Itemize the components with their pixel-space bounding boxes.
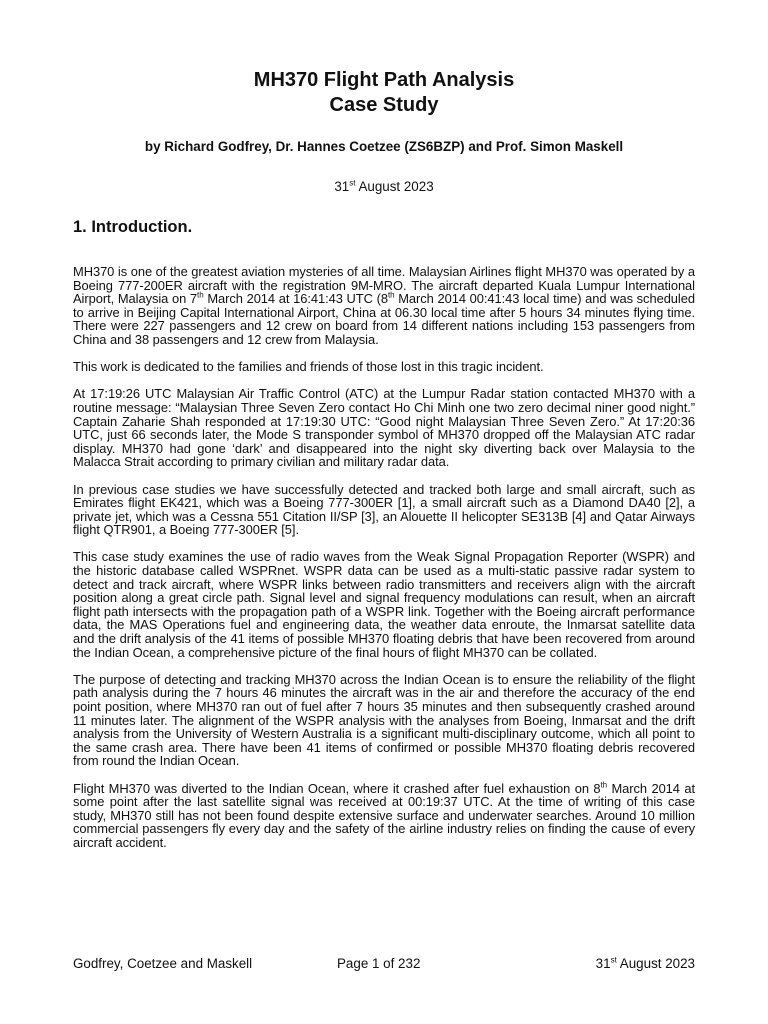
paragraph-7 bbox=[73, 782, 695, 850]
paragraph-1-text-a: MH370 is one of the greatest aviation mysteries of all time. Malaysian Airlines flight MH370 was operated by a Boeing 777-200ER aircraft with the registration 9M-MRO. The aircraft departed Kuala Lumpur International Airport, Malaysia on 7 bbox=[73, 264, 695, 307]
footer-page-number: Page 1 of 232 bbox=[337, 956, 421, 971]
footer-date-suffix: st bbox=[610, 955, 617, 965]
paragraph-1 bbox=[73, 265, 695, 347]
date-day: 31 bbox=[334, 179, 350, 194]
body-text bbox=[73, 265, 695, 863]
title-line-2: Case Study bbox=[329, 94, 439, 116]
date-rest: August 2023 bbox=[355, 179, 434, 194]
paragraph-2: This work is dedicated to the families and friends of those lost in this tragic incident. bbox=[73, 359, 544, 375]
author-line: by Richard Godfrey, Dr. Hannes Coetzee (ZS6BZP) and Prof. Simon Maskell bbox=[144, 139, 624, 154]
paragraph-3: At 17:19:26 UTC Malaysian Air Traffic Control (ATC) at the Lumpur Radar station contacted MH370 with a routine message: “Malaysian Three Seven Zero contact Ho Chi Minh one two zero decimal niner good night.” Captain Zaharie Shah responded at 17:19:30 UTC: “Good night Malaysian Three Seven Zero.” At 17:20:36 UTC, just 66 seconds later, the Mode S transponder symbol of MH370 dropped off the Malaysian ATC radar display. MH370 had gone ‘dark’ and disappeared into the night sky diverting back over Malaysia to the Malacca Strait according to primary civilian and military radar data. bbox=[73, 386, 695, 470]
footer-authors: Godfrey, Coetzee and Maskell bbox=[73, 956, 253, 971]
date-suffix: st bbox=[349, 178, 356, 188]
section-heading-introduction: 1. Introduction. bbox=[73, 218, 193, 236]
paragraph-5: This case study examines the use of radio waves from the Weak Signal Propagation Reporter (WSPR) and the historic database called WSPRnet. WSPR data can be used as a multi-static passive radar system to detect and track aircraft, where WSPR links between radio transmitters and receivers align with the aircraft position along a great circle path. Signal level and signal frequency modulations can result, when an aircraft flight path intersects with the propagation path of a WSPR link. Together with the Boeing aircraft performance data, the MAS Operations fuel and engineering data, the weather data enroute, the Inmarsat satellite data and the drift analysis of the 41 items of possible MH370 floating debris that have been recovered from around the Indian Ocean, a comprehensive picture of the final hours of flight MH370 can be collated. bbox=[73, 549, 695, 660]
footer-date bbox=[596, 955, 695, 973]
paragraph-7-text-b: March 2014 at some point after the last satellite signal was received at 00:19:37 UTC. At the time of writing of this case study, MH370 still has not been found despite extensive surface and underwater searches. Around 10 million commercial passengers fly every day and the safety of the airline industry relies on finding the cause of every aircraft accident. bbox=[73, 780, 695, 850]
document-date bbox=[0, 178, 768, 196]
footer-date-day: 31 bbox=[595, 956, 611, 971]
page-footer bbox=[73, 955, 695, 975]
footer-date-rest: August 2023 bbox=[616, 956, 695, 971]
paragraph-1-text-c: March 2014 00:41:43 local time) and was scheduled to arrive in Beijing Capital International Airport, China at 06.30 local time after 5 hours 34 minutes flying time. There were 227 passengers and 12 crew on board from 14 different nations including 153 passengers from China and 38 passengers and 12 crew from Malaysia. bbox=[73, 291, 695, 347]
paragraph-4: In previous case studies we have successfully detected and tracked both large and small aircraft, such as Emirates flight EK421, which was a Boeing 777-300ER [1], a small aircraft such as a Diamond DA40 [2], a private jet, which was a Cessna 551 Citation II/SP [3], an Alouette II helicopter SE313B [4] and Qatar Airways flight QTR901, a Boeing 777-300ER [5]. bbox=[73, 481, 695, 538]
paragraph-1-sup-2: th bbox=[387, 290, 395, 300]
document-title bbox=[0, 68, 768, 118]
paragraph-1-text-b: March 2014 at 16:41:43 UTC (8 bbox=[203, 291, 388, 307]
paragraph-7-text-a: Flight MH370 was diverted to the Indian Ocean, where it crashed after fuel exhaustion on 8 bbox=[73, 780, 601, 796]
paragraph-1-sup-1: th bbox=[197, 290, 204, 300]
title-line-1: MH370 Flight Path Analysis bbox=[253, 69, 515, 91]
paragraph-7-sup: th bbox=[600, 780, 608, 790]
paragraph-6: The purpose of detecting and tracking MH370 across the Indian Ocean is to ensure the reliability of the flight path analysis during the 7 hours 46 minutes the aircraft was in the air and therefore the accuracy of the end point position, where MH370 ran out of fuel after 7 hours 35 minutes and then subsequently crashed around 11 minutes later. The alignment of the WSPR analysis with the analyses from Boeing, Inmarsat and the drift analysis from the University of Western Australia is a significant multi-disciplinary outcome, which all point to the same crash area. There have been 41 items of confirmed or possible MH370 floating debris recovered from round the Indian Ocean. bbox=[73, 671, 695, 769]
